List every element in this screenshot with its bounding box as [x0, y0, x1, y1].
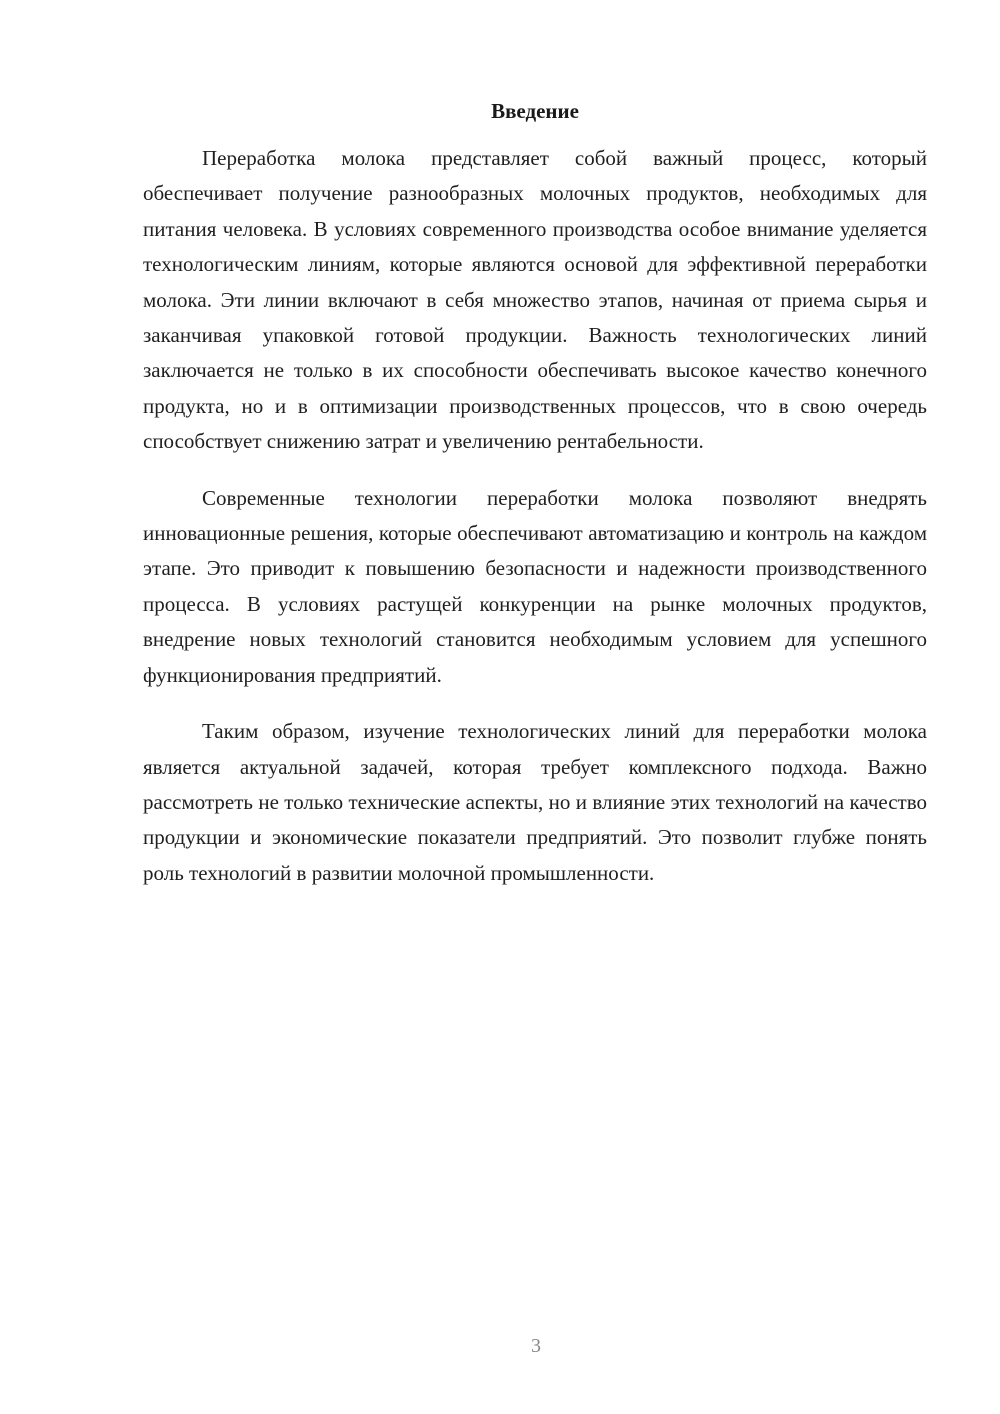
paragraph-1: Переработка молока представляет собой важный процесс, который обеспечивает получение разнообразных молочных продуктов, необходимых для питания человека. В условиях современного производства особое внимание уделяется технологическим линиям, которые являются основой для эффективной переработки молока. Эти линии включают в себя множество этапов, начиная от приема сырья и заканчивая упаковкой готовой продукции. Важность технологических линий заключается не только в их способности обеспечивать высокое качество конечного продукта, но и в оптимизации производственных процессов, что в свою очередь способствует снижению затрат и увеличению рентабельности. [143, 146, 927, 454]
paragraph-2: Современные технологии переработки молока позволяют внедрять инновационные решения, которые обеспечивают автоматизацию и контроль на каждом этапе. Это приводит к повышению безопасности и надежности производственного процесса. В условиях растущей конкуренции на рынке молочных продуктов, внедрение новых технологий становится необходимым условием для успешного функционирования предприятий. [143, 485, 927, 687]
paragraph-3: Таким образом, изучение технологических линий для переработки молока является актуальной задачей, которая требует комплексного подхода. Важно рассмотреть не только технические аспекты, но и влияние этих технологий на качество продукции и экономические показатели предприятий. Это позволит глубже понять роль технологий в развитии молочной промышленности. [143, 719, 927, 885]
section-heading: Введение [491, 99, 579, 123]
body-text [143, 141, 927, 912]
page-number: 3 [531, 1335, 541, 1357]
